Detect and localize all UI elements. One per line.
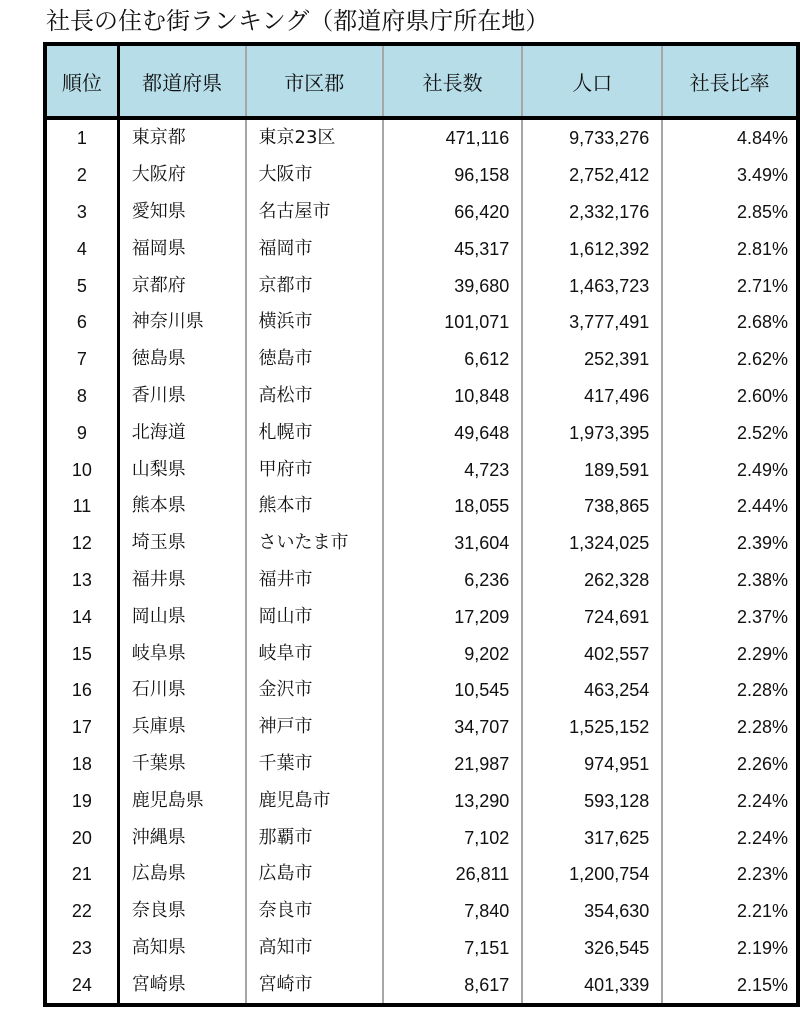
table-row [45,157,798,194]
rank-cell: 4 [45,230,118,267]
presidents-cell: 49,648 [383,414,522,451]
prefecture-cell: 奈良県 [131,900,186,922]
city-cell: 大阪市 [246,157,384,194]
table-row [45,709,798,746]
rank-cell: 20 [45,819,118,856]
prefecture-cell: 鹿児島県 [131,789,204,811]
rank-cell: 24 [45,966,118,1005]
city-cell: 熊本市 [246,488,384,525]
ratio-cell: 2.37% [662,598,798,635]
presidents-cell: 7,151 [383,930,522,967]
presidents-cell: 13,290 [383,782,522,819]
table-row [45,562,798,599]
table-row [45,598,798,635]
rank-cell: 18 [45,746,118,783]
column-header-presidents: 社長数 [383,44,522,118]
city-cell: 福井市 [246,562,384,599]
population-cell: 262,328 [522,562,662,599]
city-cell: 神戸市 [246,709,384,746]
prefecture-cell: 徳島県 [131,348,186,370]
rank-cell: 15 [45,635,118,672]
rank-cell: 10 [45,451,118,488]
city-cell: 東京23区 [246,118,384,157]
ratio-cell: 2.21% [662,893,798,930]
presidents-cell: 10,848 [383,378,522,415]
prefecture-cell: 千葉県 [131,752,186,774]
table-row [45,304,798,341]
prefecture-cell: 山梨県 [131,458,186,480]
population-cell: 1,463,723 [522,267,662,304]
table-row [45,451,798,488]
prefecture-cell: 石川県 [131,679,186,701]
table-row [45,746,798,783]
rank-cell: 7 [45,341,118,378]
population-cell: 2,752,412 [522,157,662,194]
population-cell: 724,691 [522,598,662,635]
rank-cell: 16 [45,672,118,709]
presidents-cell: 8,617 [383,966,522,1005]
prefecture-cell: 高知県 [131,936,186,958]
population-cell: 463,254 [522,672,662,709]
column-header-ratio: 社長比率 [662,44,798,118]
prefecture-cell: 福井県 [131,568,186,590]
rank-cell: 23 [45,930,118,967]
ratio-cell: 2.52% [662,414,798,451]
ratio-cell: 2.81% [662,230,798,267]
column-header-prefecture: 都道府県 [118,44,245,118]
rank-cell: 1 [45,118,118,157]
rank-cell: 13 [45,562,118,599]
rank-cell: 8 [45,378,118,415]
prefecture-cell: 京都府 [131,274,186,296]
table-row [45,194,798,231]
ratio-cell: 2.23% [662,856,798,893]
table-row [45,893,798,930]
ratio-cell: 2.28% [662,672,798,709]
city-cell: 宮崎市 [246,966,384,1005]
presidents-cell: 6,612 [383,341,522,378]
city-cell: 京都市 [246,267,384,304]
presidents-cell: 18,055 [383,488,522,525]
prefecture-cell: 香川県 [131,384,186,406]
rank-cell: 19 [45,782,118,819]
ratio-cell: 3.49% [662,157,798,194]
population-cell: 417,496 [522,378,662,415]
table-row [45,819,798,856]
presidents-cell: 17,209 [383,598,522,635]
population-cell: 354,630 [522,893,662,930]
prefecture-cell: 埼玉県 [131,532,186,554]
prefecture-cell: 宮崎県 [131,973,186,995]
population-cell: 1,200,754 [522,856,662,893]
ratio-cell: 2.44% [662,488,798,525]
presidents-cell: 21,987 [383,746,522,783]
ratio-cell: 2.28% [662,709,798,746]
city-cell: 那覇市 [246,819,384,856]
rank-cell: 22 [45,893,118,930]
population-cell: 401,339 [522,966,662,1005]
population-cell: 1,324,025 [522,525,662,562]
population-cell: 1,612,392 [522,230,662,267]
population-cell: 317,625 [522,819,662,856]
ranking-table [43,42,800,1007]
ratio-cell: 2.24% [662,819,798,856]
prefecture-cell: 愛知県 [131,200,186,222]
population-cell: 974,951 [522,746,662,783]
presidents-cell: 45,317 [383,230,522,267]
table-row [45,267,798,304]
rank-cell: 11 [45,488,118,525]
prefecture-cell: 熊本県 [131,495,186,517]
ratio-cell: 4.84% [662,118,798,157]
ratio-cell: 2.19% [662,930,798,967]
rank-cell: 17 [45,709,118,746]
rank-cell: 21 [45,856,118,893]
presidents-cell: 4,723 [383,451,522,488]
table-row [45,341,798,378]
presidents-cell: 6,236 [383,562,522,599]
city-cell: 名古屋市 [246,194,384,231]
population-cell: 9,733,276 [522,118,662,157]
city-cell: 札幌市 [246,414,384,451]
presidents-cell: 101,071 [383,304,522,341]
table-row [45,414,798,451]
city-cell: 岐阜市 [246,635,384,672]
table-row [45,118,798,157]
ratio-cell: 2.15% [662,966,798,1005]
rank-cell: 14 [45,598,118,635]
population-cell: 3,777,491 [522,304,662,341]
population-cell: 738,865 [522,488,662,525]
city-cell: 徳島市 [246,341,384,378]
city-cell: 福岡市 [246,230,384,267]
prefecture-cell: 東京都 [131,127,186,149]
presidents-cell: 96,158 [383,157,522,194]
ratio-cell: 2.38% [662,562,798,599]
city-cell: 高知市 [246,930,384,967]
city-cell: 高松市 [246,378,384,415]
prefecture-cell: 神奈川県 [131,311,204,333]
population-cell: 1,973,395 [522,414,662,451]
table-row [45,930,798,967]
prefecture-cell: 北海道 [131,421,186,443]
rank-cell: 6 [45,304,118,341]
ratio-cell: 2.39% [662,525,798,562]
table-row [45,856,798,893]
presidents-cell: 34,707 [383,709,522,746]
population-cell: 326,545 [522,930,662,967]
population-cell: 402,557 [522,635,662,672]
presidents-cell: 66,420 [383,194,522,231]
presidents-cell: 10,545 [383,672,522,709]
presidents-cell: 26,811 [383,856,522,893]
prefecture-cell: 福岡県 [131,237,186,259]
rank-cell: 3 [45,194,118,231]
presidents-cell: 31,604 [383,525,522,562]
header-row [45,44,798,118]
presidents-cell: 9,202 [383,635,522,672]
population-cell: 2,332,176 [522,194,662,231]
table-row [45,966,798,1005]
table-row [45,488,798,525]
city-cell: 千葉市 [246,746,384,783]
rank-cell: 9 [45,414,118,451]
ratio-cell: 2.24% [662,782,798,819]
population-cell: 189,591 [522,451,662,488]
column-header-rank: 順位 [45,44,118,118]
prefecture-cell: 岐阜県 [131,642,186,664]
table-row [45,230,798,267]
table-row [45,672,798,709]
prefecture-cell: 岡山県 [131,605,186,627]
ratio-cell: 2.68% [662,304,798,341]
ratio-cell: 2.85% [662,194,798,231]
ratio-cell: 2.26% [662,746,798,783]
column-header-city: 市区郡 [246,44,384,118]
rank-cell: 2 [45,157,118,194]
city-cell: さいたま市 [246,525,384,562]
city-cell: 甲府市 [246,451,384,488]
page-title: 社長の住む街ランキング（都道府県庁所在地） [46,7,550,35]
prefecture-cell: 沖縄県 [131,826,186,848]
table-body [45,118,798,1005]
presidents-cell: 471,116 [383,118,522,157]
column-header-population: 人口 [522,44,662,118]
city-cell: 金沢市 [246,672,384,709]
city-cell: 奈良市 [246,893,384,930]
ratio-cell: 2.49% [662,451,798,488]
ratio-cell: 2.29% [662,635,798,672]
city-cell: 岡山市 [246,598,384,635]
prefecture-cell: 大阪府 [131,164,186,186]
table-row [45,782,798,819]
table-row [45,525,798,562]
population-cell: 1,525,152 [522,709,662,746]
ratio-cell: 2.71% [662,267,798,304]
population-cell: 252,391 [522,341,662,378]
rank-cell: 5 [45,267,118,304]
ratio-cell: 2.60% [662,378,798,415]
presidents-cell: 7,102 [383,819,522,856]
prefecture-cell: 広島県 [131,863,186,885]
population-cell: 593,128 [522,782,662,819]
prefecture-cell: 兵庫県 [131,716,186,738]
city-cell: 広島市 [246,856,384,893]
city-cell: 鹿児島市 [246,782,384,819]
table-row [45,378,798,415]
rank-cell: 12 [45,525,118,562]
city-cell: 横浜市 [246,304,384,341]
table-row [45,635,798,672]
presidents-cell: 7,840 [383,893,522,930]
ratio-cell: 2.62% [662,341,798,378]
presidents-cell: 39,680 [383,267,522,304]
